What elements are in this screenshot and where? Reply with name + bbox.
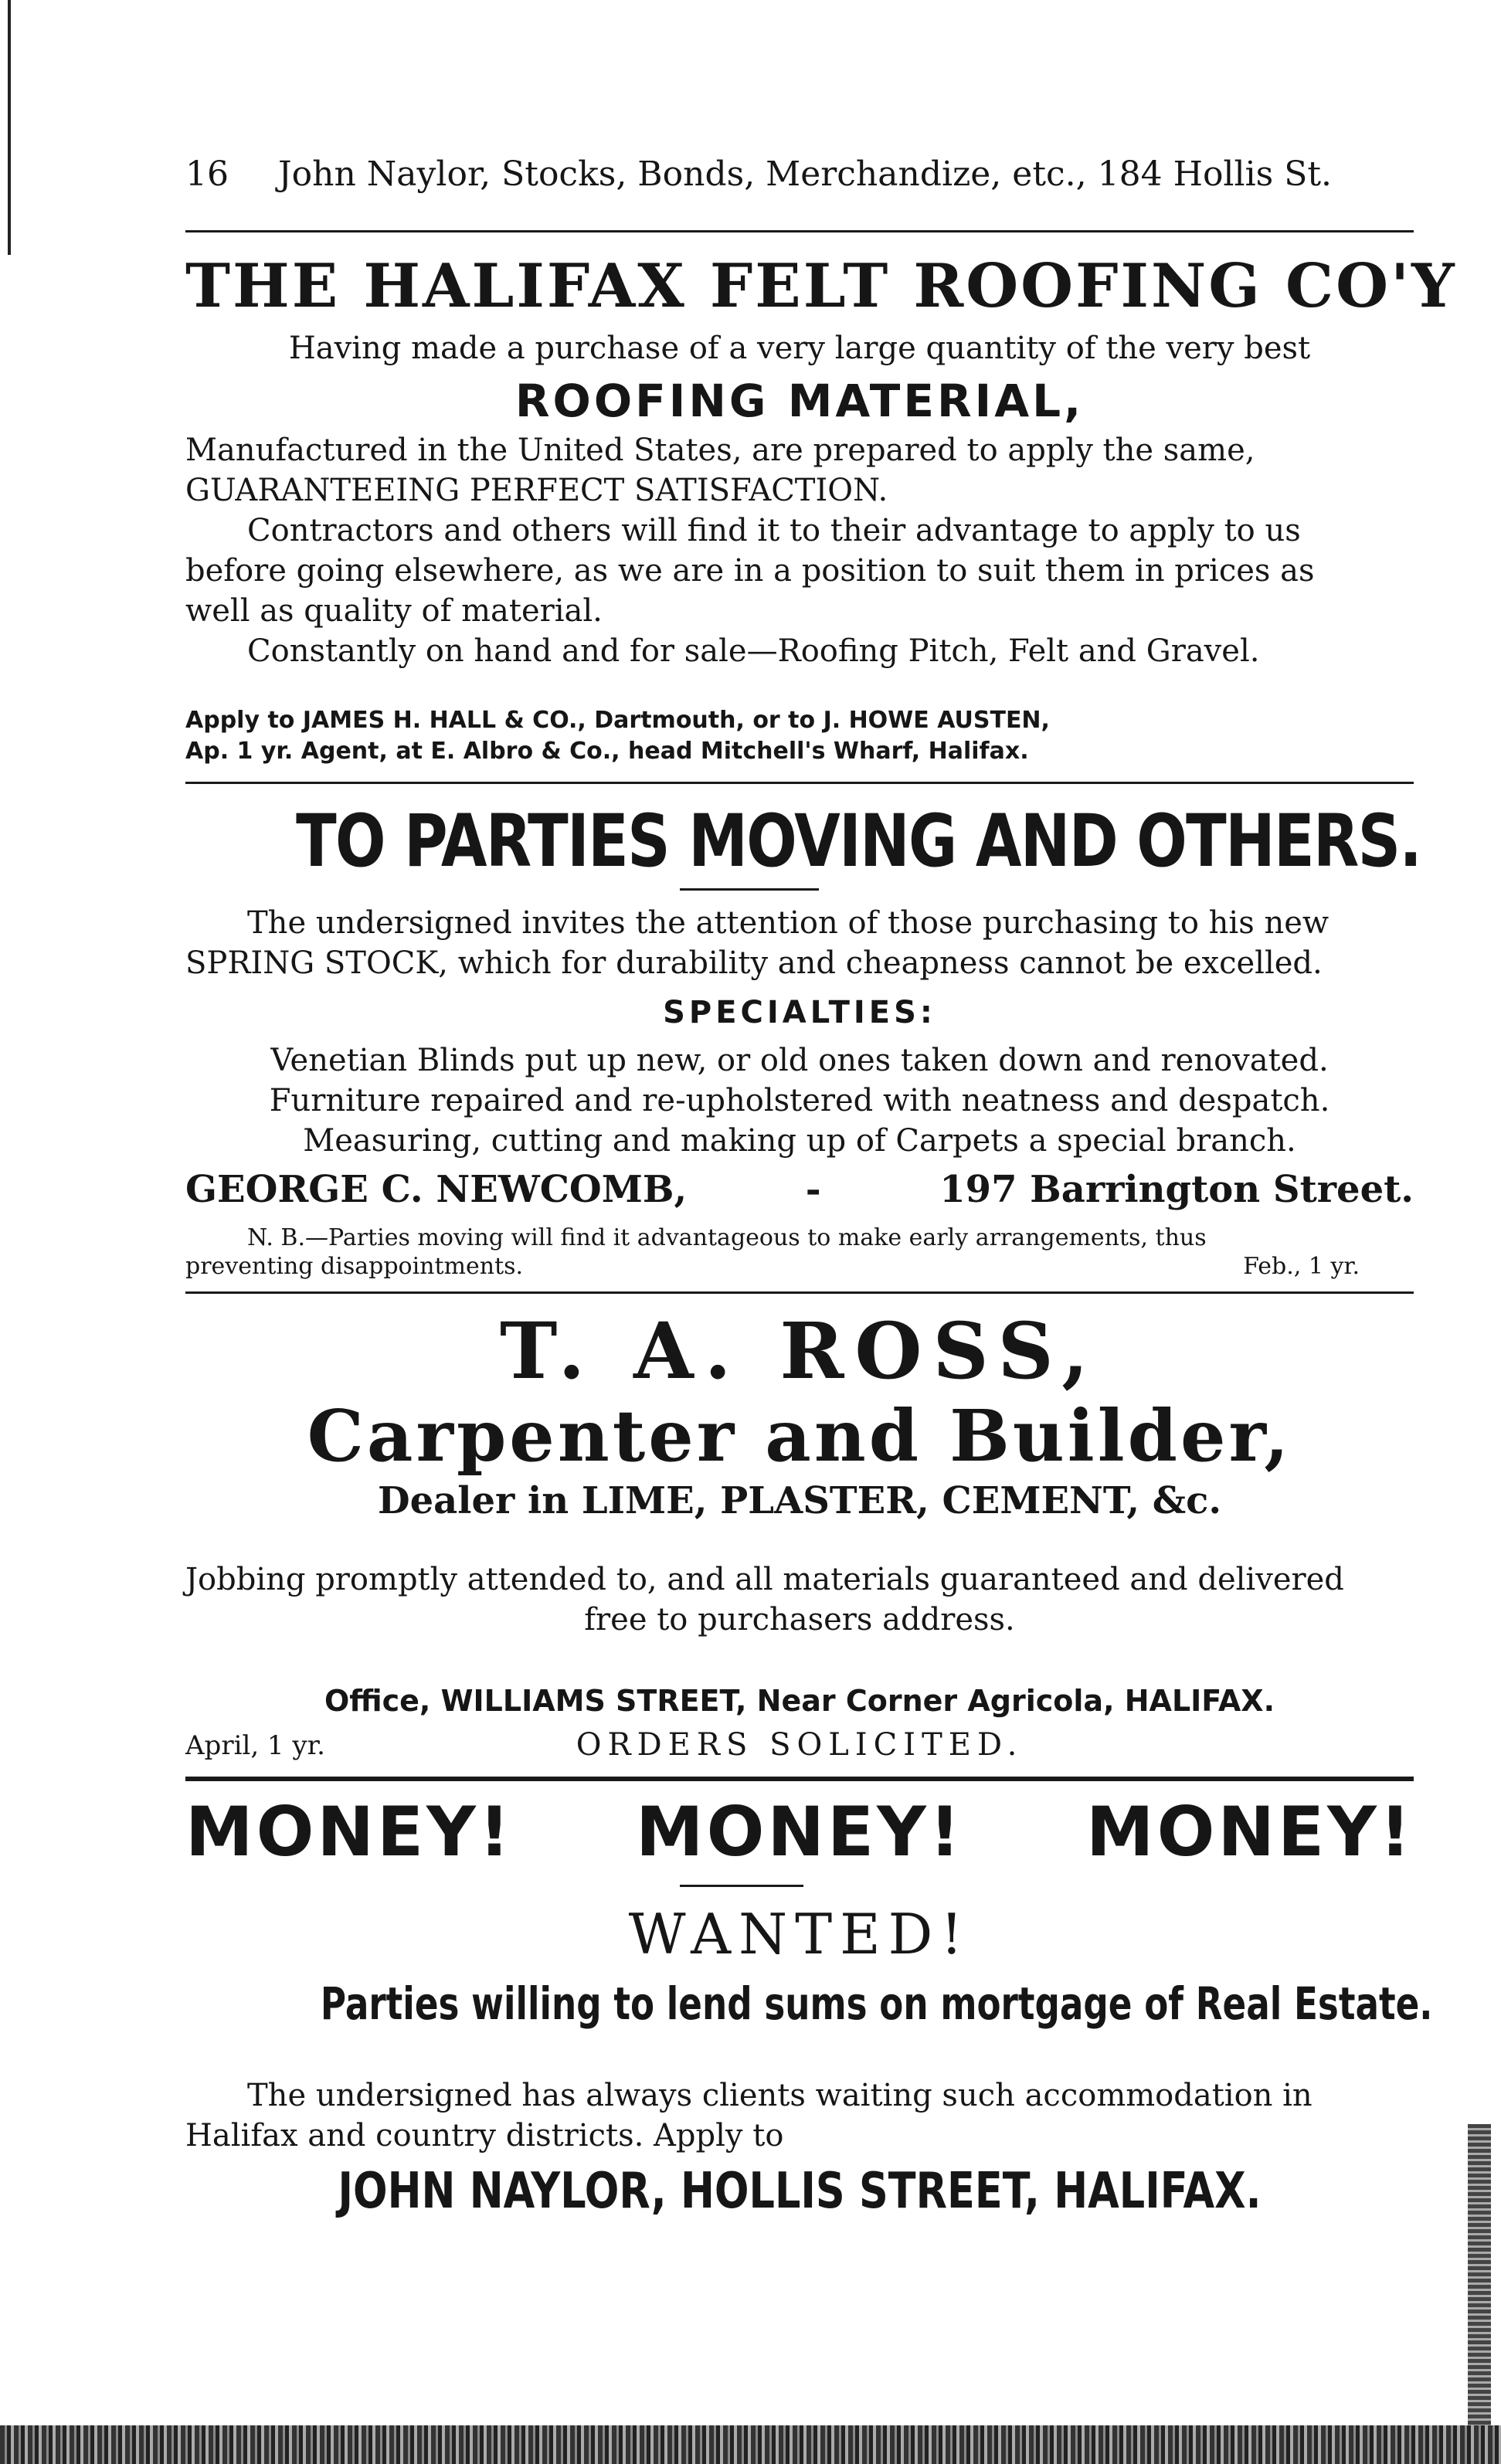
moving-nb2 (185, 1253, 1414, 1280)
scan-edge-right (1468, 2124, 1491, 2433)
moving-line1: The undersigned invites the attention of those purchasing to his new (247, 905, 1330, 941)
moving-name: GEORGE C. NEWCOMB, (185, 1168, 688, 1211)
moving-signature (185, 1168, 1414, 1211)
money-word-3: MONEY! (1086, 1792, 1414, 1872)
roofing-line6: well as quality of material. (185, 593, 603, 629)
roofing-line2: Manufactured in the United States, are prepared to apply the same, (185, 433, 1255, 468)
roofing-line4: Contractors and others will find it to their advantage to apply to us (247, 513, 1301, 548)
ross-orders: ORDERS SOLICITED. (576, 1727, 1024, 1763)
page-number: 16 (185, 154, 229, 194)
roofing-subtitle: ROOFING MATERIAL, (514, 375, 1085, 427)
moving-nb2-left: preventing disappointments. (185, 1253, 524, 1280)
moving-nb2-right: Feb., 1 yr. (1243, 1253, 1360, 1280)
roofing-line7: Constantly on hand and for sale—Roofing Pitch, Felt and Gravel. (247, 633, 1260, 669)
divider (185, 782, 1414, 784)
money-line2: Halifax and country districts. Apply to (185, 2118, 784, 2153)
divider (185, 1291, 1414, 1294)
ross-dealer: Dealer in LIME, PLASTER, CEMENT, &c. (377, 1479, 1222, 1522)
money-footer: JOHN NAYLOR, HOLLIS STREET, HALIFAX. (338, 2163, 1262, 2220)
ross-office: Office, WILLIAMS STREET, Near Corner Agricola, HALIFAX. (324, 1684, 1275, 1718)
ross-date: April, 1 yr. (185, 1730, 325, 1761)
money-word-1: MONEY! (185, 1792, 513, 1872)
money-wanted: WANTED! (628, 1902, 971, 1967)
money-word-2: MONEY! (636, 1792, 963, 1872)
divider (185, 230, 1414, 232)
money-line1: The undersigned has always clients waiting such accommodation in (247, 2078, 1313, 2113)
moving-title: TO PARTIES MOVING AND OTHERS. (296, 799, 1421, 884)
scan-edge-line (8, 0, 11, 255)
moving-dash: - (805, 1168, 821, 1211)
roofing-line1: Having made a purchase of a very large quantity of the very best (288, 331, 1311, 366)
money-row (185, 1792, 1414, 1872)
roofing-apply2: Ap. 1 yr. Agent, at E. Albro & Co., head Mitchell's Wharf, Halifax. (185, 738, 1029, 765)
roofing-line5: before going elsewhere, as we are in a position to suit them in prices as (185, 553, 1315, 589)
running-head: John Naylor, Stocks, Bonds, Merchandize, etc., 184 Hollis St. (278, 154, 1333, 194)
moving-line5: Measuring, cutting and making up of Carpets a special branch. (303, 1123, 1296, 1159)
money-parties: Parties willing to lend sums on mortgage of Real Estate. (320, 1977, 1433, 2030)
ornament-rule (680, 888, 819, 891)
scan-edge-bottom (0, 2425, 1501, 2464)
ross-subtitle: Carpenter and Builder, (307, 1394, 1292, 1478)
moving-nb1: N. B.—Parties moving will find it advantageous to make early arrangements, thus (247, 1224, 1207, 1251)
ornament-rule (680, 1885, 803, 1887)
moving-specialties: SPECIALTIES: (663, 995, 936, 1030)
divider (185, 1777, 1414, 1781)
running-header (185, 154, 1332, 194)
ross-title: T. A. ROSS, (499, 1305, 1100, 1397)
roofing-title: THE HALIFAX FELT ROOFING CO'Y (185, 251, 1457, 321)
moving-line2: SPRING STOCK, which for durability and cheapness cannot be excelled. (185, 945, 1323, 981)
moving-line4: Furniture repaired and re-upholstered with neatness and despatch. (269, 1083, 1330, 1118)
roofing-line3: GUARANTEEING PERFECT SATISFACTION. (185, 473, 888, 508)
moving-address: 197 Barrington Street. (939, 1168, 1414, 1211)
moving-line3: Venetian Blinds put up new, or old ones taken down and renovated. (270, 1043, 1329, 1078)
ross-line2: free to purchasers address. (584, 1602, 1015, 1638)
ross-line1: Jobbing promptly attended to, and all materials guaranteed and delivered (185, 1562, 1344, 1597)
roofing-apply1: Apply to JAMES H. HALL & CO., Dartmouth, or to J. HOWE AUSTEN, (185, 707, 1050, 734)
